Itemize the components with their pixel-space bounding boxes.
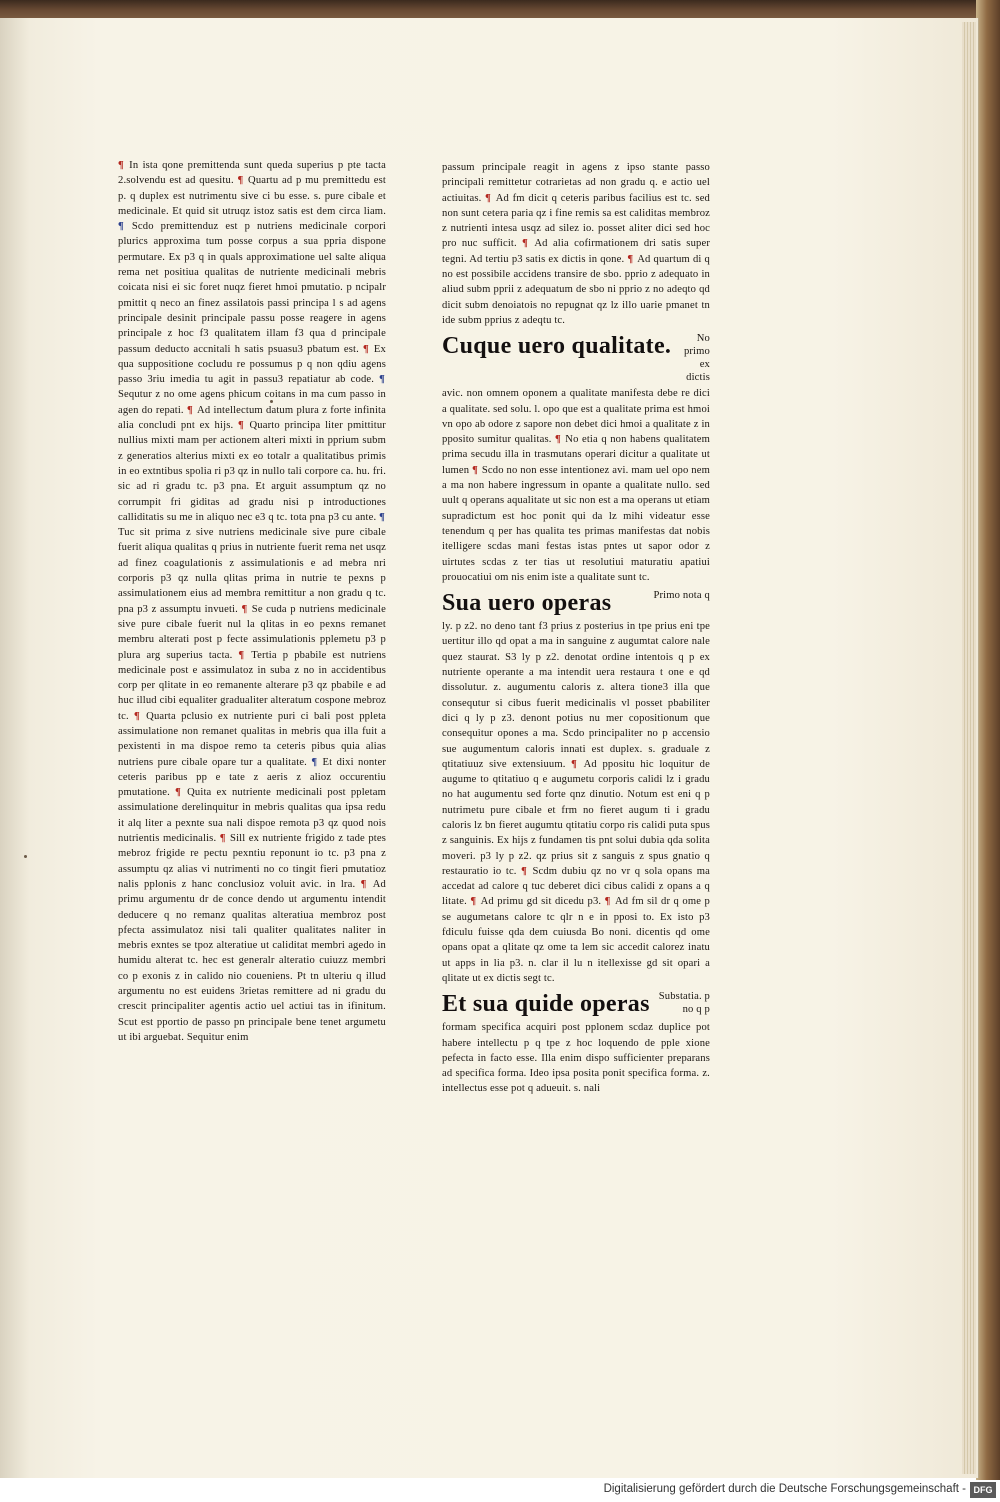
paragraph-mark-icon: ¶ — [379, 374, 385, 386]
left-text-run: Ad primu argumentu dr de conce dendo ut argumentu intendit deducere q no remanz qualitas alteratiua membroz post pfecta assimulatoz nisi tali qualiter qualitates naliter in mebris exntes se tpoz alteratiue ut caliditat membri agedo in humidu alterat tc. hec est generalr alteratio cuiuzz membri co p exonis z in calido nio coueniens. Pt tn ulteriu q illud argumentu no est euidens 3rietas remittere ad ni gradu du crescit principaliter agentis actio uel actiui tas in ifinitum. Scut est pportio de passo pn principale bene tenet argumetu ut ibi arguebat. Sequitur enim — [118, 878, 386, 1043]
section-1-text-run: No etia q non habens qualitatem prima secudu illa in trasmutans operari dicitur a qualitate ut lumen — [442, 434, 710, 476]
intro-text-run: Ad alia cofirmationem dri satis super tegni. Ad tertiu p3 satis ex dictis in qone. — [442, 238, 710, 265]
left-text-run: Et dixi nonter ceteris paribus pp e tate z aeris z alioz occurentiu pmutatione. — [118, 756, 386, 799]
heading-cuque: Cuque uero qualitate. — [442, 333, 672, 360]
paragraph-mark-icon: ¶ — [521, 865, 532, 877]
paragraph-mark-icon: ¶ — [175, 787, 187, 799]
section-2-text-run: Ad primu gd sit dicedu p3. — [480, 896, 602, 908]
paragraph-mark-icon: ¶ — [485, 192, 495, 204]
paragraph-mark-icon: ¶ — [470, 896, 480, 908]
section-2-text-run: Scdo principaliter no p accensio sue augumentum caloris innati est duplex. s. graduale z qtitatiuuz sive extensiuum. — [442, 728, 710, 770]
paragraph-mark-icon: ¶ — [219, 833, 230, 845]
paragraph-mark-icon: ¶ — [571, 758, 583, 770]
paragraph-mark-icon: ¶ — [238, 649, 251, 661]
left-text-run: Quarta pclusio ex nutriente puri ci bali post ppleta assimulatione non remanet qualitas in mebris qua illa fuit a pexistenti in ma dispoe remo ta ceteris pibus quia alias nutriens pure cibale opare tur a qualitate. — [118, 710, 387, 768]
heading-et-sua: Et sua quide operas — [442, 991, 650, 1018]
left-text-run: In ista qone premittenda sunt queda superius p pte tacta 2.solvendu est ad quesitu. — [118, 160, 386, 187]
left-text-run: Tuc sit prima z sive nutriens medicinale sive pure cibale fuerit aliqua qualitas q prius in nutriente fuerit rema net usqz ad finez coagulationis z assimulationis e ad mebra nri corporis p3 qz nulla qlitas prima in nutrie te pexns p assimulationem eius ad membra remittitur a non gradu q tc. pna p3 z assumptu invueti. — [118, 527, 386, 615]
paragraph-mark-icon: ¶ — [472, 464, 481, 476]
paragraph-mark-icon: ¶ — [241, 603, 251, 615]
paragraph-mark-icon: ¶ — [522, 238, 534, 250]
left-text-run: Ad intellectum datum plura z forte infinita alia concludi pnt ex hijs. — [118, 404, 386, 432]
ink-speck — [24, 855, 27, 858]
section-heading-2 — [442, 589, 710, 617]
paragraph-mark-icon: ¶ — [118, 221, 131, 233]
left-text-run: Quartu ad p mu premittedu est p. q duplex est nutrimentu sive ci bu esse. s. pure cibale et medicinale. Et quid sit utruqz istoz satis est dem circa liam. — [118, 175, 387, 217]
intro-text-run: Ad fm dicit q ceteris paribus facilius est tc. sed non sunt cetera paria qz i fine remis sa est caliditas membroz z nutrienti intesa usqz ad silez io. posset aliter dici sed hoc pro nuc sufficit. — [442, 192, 710, 250]
section-2-text-run: ly. p z2. no deno tant f3 prius z posterius in tpe prius eni tpe uertitur illo qd opat a ma in sanguine z augumtat calore nale quez staurat. S3 ly p z2. denotat ordine intentois q p ex nutriente operante a ma intendit uera restaura t one e qd dissolutur. z. augumentu caloris z. altera tione3 illa que consequtur si cibus fuerit medicinalis vl posset pbabiliter dici q ly p z3. denont potius nu mer copositionum que consequitur opones a ma. — [442, 621, 710, 740]
intro-text-run: Ad quartum di q no est possibile accidens transire de sbo. pprio z adequato in aliud subm pprii z adequatum de sbo ni pprio z no adeqto qd dicit subm denoiatois no repugnat qz lz illo uarie pmanet tn ide subm pprius z adeqtu tc. — [442, 253, 711, 326]
intro-text: passum principale reagit in agens z ipso stante passo principali remittetur cotrarietas ad non gradu q. e actio uel actiuitas. — [442, 162, 710, 204]
section-2-text-run: Ad ppositu hic loquitur de augume to qtitatiuo q e augumetu corporis calidi lz i gradu no hat augumentu sed forte qnz dinutio. Notum est eni q p nutrimetu pure cibale et frm no fieret augum ti i gradu caloris lz bn fieret augumtu qtitatiu corpo ris calidi puta spus z sanguinis. Ex hijs z fundamen tis pnt solui dubia qda solita moveri. p3 ly p z2. qz prius sit z sanguis z spus gnatio q restauratio io tc. — [442, 758, 710, 877]
right-intro — [442, 160, 710, 328]
funding-credit: Digitalisierung gefördert durch die Deutsche Forschungsgemeinschaft - — [603, 1483, 966, 1495]
heading-sua: Sua uero operas — [442, 590, 612, 617]
left-text-run: Sequtur z no ome agens phicum coitans in ma cum passo in agen do repati. — [118, 389, 386, 416]
heading-sua-note: Primo nota q — [653, 590, 710, 602]
section-1-text-run: avic. non omnem oponem a qualitate manifesta debe re dici a qualitate. sed solu. l. opo que est a qualitate prima est hmoi vn opo ab odore z sapore non debet dici hmoi a qualitate z in pposito sumitur qualitas. — [442, 388, 710, 446]
section-3-body: formam specifica acquiri post pplonem scdaz duplice pot habere intellectu p q tpe z hoc loquendo de pple xione pefecta in facto esse. Illa enim dispo sufficienter preparans ad specifica forma. Ideo ipsa posita ponit specifica forma. z. intellectus esse pot q adueuit. s. nali — [442, 1022, 710, 1095]
paragraph-mark-icon: ¶ — [554, 434, 565, 446]
left-text-run: Tertia p pbabile est nutriens medicinale post e assimulatoz in suba z no in accidentibus corp per qlitate in eo remanente alterare p3 qz pbabile e ad huc illud cibi equaliter gradualiter alteratum cospone mebroz tc. — [118, 649, 387, 722]
paragraph-mark-icon: ¶ — [604, 896, 614, 908]
footer-bar — [0, 1480, 1000, 1502]
section-2-body — [442, 619, 710, 986]
section-1-text-run: Scdo no non esse intentionez avi. mam uel opo nem a ma non habere ingressum in opante a qualitate nullo. sed uult q operans aqualitate ut sic non est a ma operans ut etiam supradictum est hoc ponit qui da lz mihi videatur esse tenendum q per has qualita tes primas manifestas dat nobis itelligere scdas mani festas istas pntes ut sapor odor z uirtutes scdas z ter tias ut resolutiui maturatiu apatiui prouocatiui om nis enim iste a qualitate sunt tc. — [442, 464, 710, 583]
page-stack-edge — [962, 22, 976, 1474]
section-heading-3 — [442, 990, 710, 1018]
paragraph-mark-icon: ¶ — [360, 878, 372, 890]
left-text-run: Ex qua suppositione cocludu re possumus p q non qdiu agens passo 3riu imedia tu agit in passu3 repatiatur ab code. — [118, 343, 386, 386]
left-text-run: Quita ex nutriente medicinali post ppletam assimulatione derelinquitur in mebris qualitas qua ipsa redu it alq liter a pexnte sua nali dispoe remota p3 qz quod nois nutrientis medicinalis. — [118, 787, 386, 845]
paragraph-mark-icon: ¶ — [237, 175, 248, 187]
left-text-run: Quarto principa liter pmittitur nullius mixti mam per actionem alteri mixti in pprium subm z generatios alterius mixti ex eo totalr a qualitatibus primis in eo extntibus spolia ri p3 qz in nullo tali corpore ca. hu. fri. sic ad ri gradu tc. p3 pna. Et arguit assumptum qz no corrumpit fri giditas ad gradu nisi p introductiones calliditatis su me in aliquo nec e3 q tc. tota pna p3 cu ante. — [118, 420, 386, 523]
left-text-column — [118, 158, 386, 1045]
right-text-column — [442, 160, 710, 1097]
section-2-text-run: Ad fm sil dr q ome p se augumetans calore tc qlr n e in pposi to. Ex isto p3 fdiculu fuisse qda dem cuiusda Bo noni. dicentis qd ome opans opat a qlitate qz ome ta lem sic accedit calorez inatu ut apps in lia p3. n. clar il lu n itellexisse gd sit opari a qlitate ut ex dictis segt tc. — [442, 896, 710, 984]
intro-parts — [442, 193, 710, 326]
book-edge-right — [976, 0, 1000, 1480]
section-1-body — [442, 386, 710, 585]
paragraph-mark-icon: ¶ — [627, 253, 637, 265]
paragraph-mark-icon: ¶ — [311, 756, 322, 768]
section-2-text-run: Scdm dubiu qz no vr q sola opans ma accedat ad calore q tuc deberet dici cibus calidi z opans a q litate. — [442, 865, 710, 908]
paragraph-mark-icon: ¶ — [134, 710, 146, 722]
left-text-run: Sill ex nutriente frigido z tade ptes mebroz frigide re pectu pexntiu reponunt io tc. p3 pna z assumptu qz alias vi nutrimenti no co tingit fieri pmutatioz nalis pplonis z hanc conclusioz voluit avic. in lra. — [118, 833, 386, 890]
paragraph-mark-icon: ¶ — [237, 420, 249, 432]
dfg-logo: DFG — [970, 1482, 996, 1498]
left-paragraph — [118, 158, 386, 1045]
section-heading-1 — [442, 332, 710, 384]
paragraph-mark-icon: ¶ — [379, 511, 385, 523]
paragraph-mark-icon: ¶ — [118, 160, 129, 171]
paragraph-mark-icon: ¶ — [186, 404, 197, 416]
left-text-run: Se cuda p nutriens medicinale sive pure cibale fuerit nul la qlitas in eo pexns remanet membru alterati post p fecte assimulationis pplemetu p3 p plura arg superius tacta. — [118, 603, 386, 661]
paragraph-mark-icon: ¶ — [362, 343, 373, 355]
left-text-run: Scdo premittenduz est p nutriens medicinale corpori plurics approxima tum posse corpus a sua ppria dispone permutare. Ex p3 q in quals approximatione uel salte aliqua rema net positiua qualitas de nutriente medicinali mebris coicata nisi ei sic foret nuqz fieret hmoi pmutatio. p ncipalr pmittit q neco an finez assilatois passi principa l s ad agens principale desinit principale passu posse reagere in agens principale z hoc f3 qualitatem illam f3 qua d principale passum deducto accnitali h satis psuasu3 pbatum est. — [118, 221, 386, 355]
heading-et-sua-note: Substatia. p no q p — [658, 991, 710, 1016]
heading-cuque-note: No primo ex dictis — [683, 333, 710, 384]
